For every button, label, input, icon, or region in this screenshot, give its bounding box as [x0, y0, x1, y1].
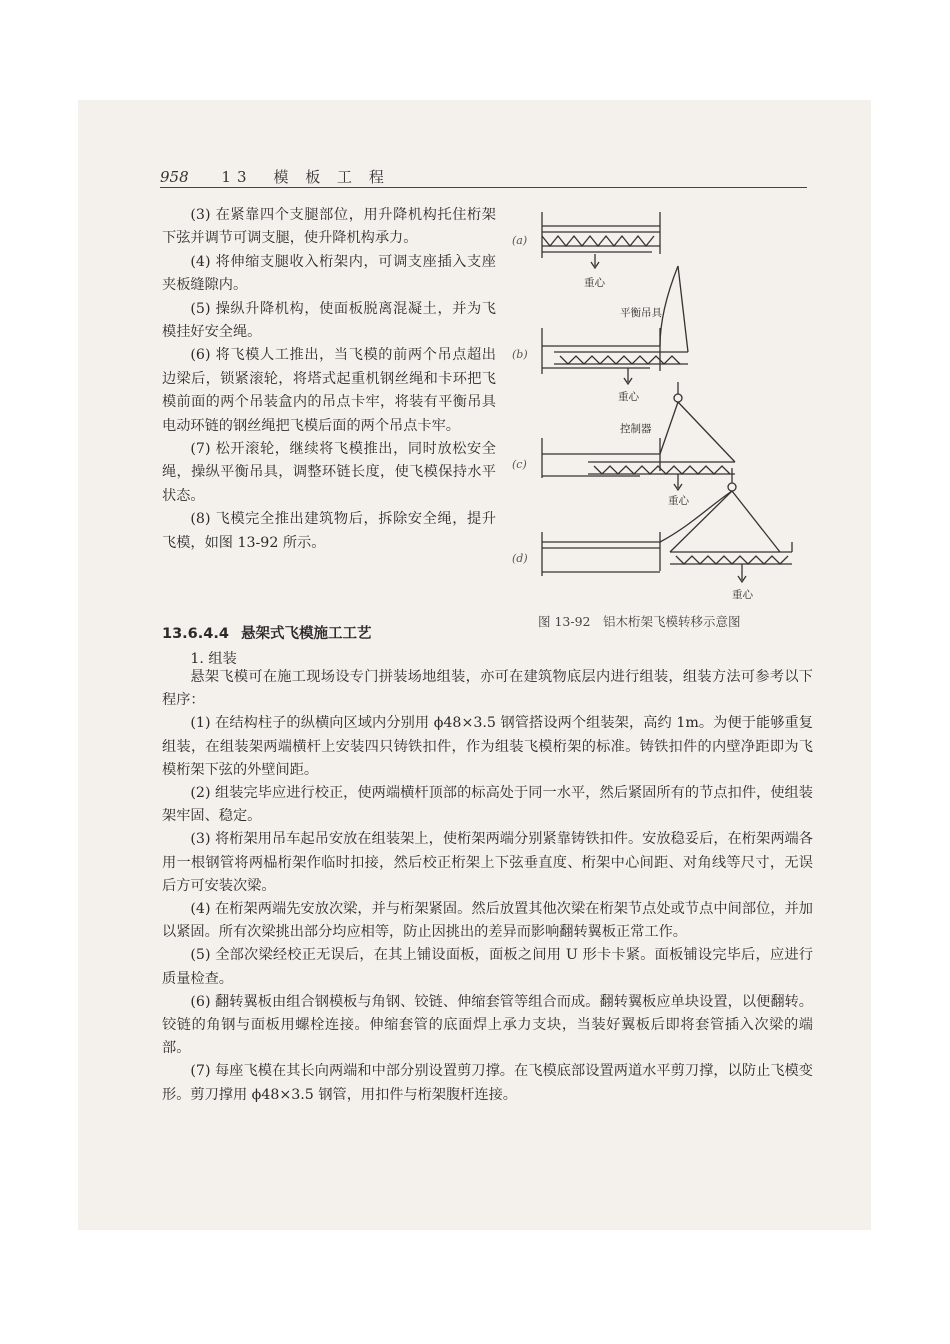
- label-balance-hoist: 平衡吊具: [620, 307, 662, 319]
- chapter-title: 13 模 板 工 程: [221, 168, 390, 186]
- diagram-b: [542, 266, 688, 384]
- paragraph: (6) 翻转翼板由组合钢模板与角钢、铰链、伸缩套管等组合而成。翻转翼板应单块设置，以便翻转。铰链的角钢与面板用螺栓连接。伸缩套管的底面焊上承力支块，当装好翼板后即将套管插入次梁的端部。: [162, 993, 813, 1057]
- label-controller: 控制器: [620, 423, 652, 435]
- diagram-d: [542, 468, 792, 582]
- left-column-text: [162, 204, 496, 555]
- tag-b: (b): [512, 348, 528, 361]
- figure-caption: 图 13-92 铝木桁架飞模转移示意图: [538, 614, 741, 629]
- section-number: 13.6.4.4: [162, 626, 229, 642]
- body-text: [162, 666, 813, 1107]
- header-rule: [160, 187, 807, 188]
- paragraph: (2) 组装完毕应进行校正，使两端横杆顶部的标高处于同一水平，然后紧固所有的节点扣件，使组装架牢固、稳定。: [162, 785, 813, 825]
- paragraph: 悬架飞模可在施工现场设专门拼装场地组装，亦可在建筑物底层内进行组装，组装方法可参考以下程序：: [162, 669, 813, 709]
- subsection-heading: 1. 组装: [190, 651, 237, 667]
- paragraph: (4) 在桁架两端先安放次梁，并与桁架紧固。然后放置其他次梁在桁架节点处或节点中间部位，并加以紧固。所有次梁挑出部分均应相等，防止因挑出的差异而影响翻转翼板正常工作。: [162, 901, 813, 941]
- paragraph: (4) 将伸缩支腿收入桁架内，可调支座插入支座夹板缝隙内。: [162, 253, 496, 294]
- tag-c: (c): [512, 458, 527, 471]
- section-title: 悬架式飞模施工工艺: [240, 626, 372, 642]
- tag-a: (a): [512, 234, 528, 247]
- running-header: [160, 166, 805, 187]
- paragraph: (3) 将桁架用吊车起吊安放在组装架上，使桁架两端分别紧靠铸铁扣件。安放稳妥后，在桁架两端各用一根钢管将两榀桁架作临时扣接，然后校正桁架上下弦垂直度、桁架中心间距、对角线等尺寸，无误后方可安装次梁。: [162, 831, 813, 894]
- label-center-of-gravity-c: 重心: [668, 495, 689, 507]
- tag-d: (d): [512, 552, 528, 565]
- paragraph: (6) 将飞模人工推出，当飞模的前两个吊点超出边梁后，锁紧滚轮，将塔式起重机钢丝绳和卡环把飞模前面的两个吊装盒内的吊点卡牢，将装有平衡吊具电动环链的钢丝绳把飞模后面的两个吊点卡牢。: [162, 347, 496, 434]
- transfer-diagram: [510, 206, 800, 606]
- paragraph: (1) 在结构柱子的纵横向区域内分别用 ϕ48×3.5 钢管搭设两个组装架，高约 1m。为便于能够重复组装，在组装架两端横杆上安装四只铸铁扣件，作为组装飞模桁架的标准。铸铁扣件的内壁净距即为飞模桁架下弦的外壁间距。: [162, 715, 813, 778]
- label-center-of-gravity-a: 重心: [584, 277, 605, 289]
- paragraph: (5) 全部次梁经校正无误后，在其上铺设面板，面板之间用 U 形卡卡紧。面板铺设完毕后，应进行质量检查。: [162, 947, 813, 987]
- paragraph: (7) 每座飞模在其长向两端和中部分别设置剪刀撑。在飞模底部设置两道水平剪刀撑，以防止飞模变形。剪刀撑用 ϕ48×3.5 钢管，用扣件与桁架腹杆连接。: [162, 1063, 813, 1103]
- paragraph: (5) 操纵升降机构，使面板脱离混凝土，并为飞模挂好安全绳。: [162, 300, 496, 341]
- label-center-of-gravity-b: 重心: [618, 391, 639, 403]
- figure-13-92: [510, 206, 800, 646]
- diagram-a: [542, 212, 660, 268]
- paragraph: (7) 松开滚轮，继续将飞模推出，同时放松安全绳，操纵平衡吊具，调整环链长度，使飞模保持水平状态。: [162, 441, 496, 504]
- paragraph: (3) 在紧靠四个支腿部位，用升降机构托住桁架下弦并调节可调支腿，使升降机构承力。: [162, 207, 496, 247]
- label-center-of-gravity-d: 重心: [732, 589, 753, 601]
- paragraph: (8) 飞模完全推出建筑物后，拆除安全绳，提升飞模，如图 13-92 所示。: [162, 511, 496, 551]
- section-heading: [162, 622, 371, 643]
- page-number: 958: [160, 168, 189, 186]
